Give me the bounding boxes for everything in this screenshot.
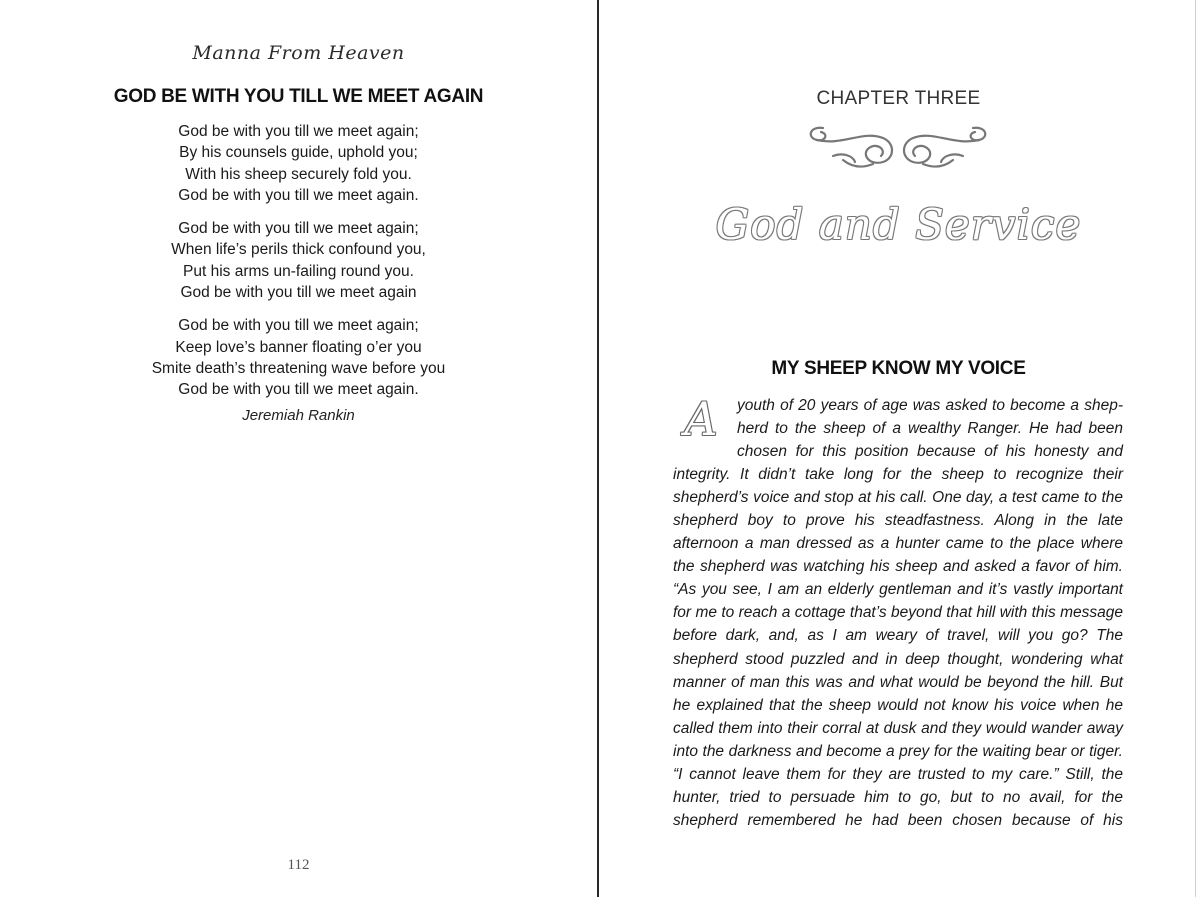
page-edge — [1195, 0, 1196, 897]
poem-line: Smite death’s threatening wave before you — [151, 359, 446, 377]
stanza — [0, 218, 597, 303]
poem-line: God be with you till we meet again. — [178, 186, 419, 204]
story-text: youth of 20 years of age was asked to become a shep-herd to the sheep of a wealthy Ranger. He had been chosen for this position because of his honesty and integrity. It didn’t take long for the sheep to recognize their shepherd’s voice and stop at his call. One day, a test came to the shepherd boy to prove his steadfastness. Along in the late afternoon a man dressed as a hunter came to the place where the shepherd was watching his sheep and asked a favor of him. “As you see, I am an elderly gentleman and it’s vastly important for me to reach a cottage that’s beyond that hill with this message before dark, and, as I am weary of travel, will you go? The shepherd stood puzzled and in deep thought, wondering what manner of man this was and what would be beyond the hill. But he explained that the sheep would not know his voice when he called them into their corral at dusk and they would wander away into the darkness and become a prey for the waiting bear or tiger. “I cannot leave them for they are trusted to my care.” Still, the hunter, tried to persuade him to go, but to no avail, for the shepherd remembered he had been chosen because of his — [673, 397, 1123, 829]
poem-line: By his counsels guide, uphold you; — [179, 144, 418, 162]
poem-line: God be with you till we meet again. — [178, 381, 419, 399]
poem-title: GOD BE WITH YOU TILL WE MEET AGAIN — [113, 86, 484, 107]
section-title: MY SHEEP KNOW MY VOICE — [771, 358, 1026, 379]
drop-cap: A — [684, 392, 718, 446]
running-head: Manna From Heaven — [192, 42, 405, 64]
stanza — [0, 121, 597, 206]
poem-line: God be with you till we meet again — [180, 284, 417, 302]
right-page — [599, 0, 1198, 897]
page-number: 112 — [287, 857, 310, 873]
poem-line: God be with you till we meet again; — [178, 220, 419, 238]
poem-line: Keep love’s banner floating o’er you — [175, 338, 422, 356]
left-page — [0, 0, 597, 897]
poem-line: When life’s perils thick confound you, — [171, 241, 426, 259]
stanza — [0, 315, 597, 400]
chapter-label: CHAPTER THREE — [816, 88, 981, 109]
story-body — [673, 394, 1123, 855]
poem-line: With his sheep securely fold you. — [185, 165, 412, 183]
chapter-title: God and Service — [715, 200, 1082, 249]
poem-line: God be with you till we meet again; — [178, 317, 419, 335]
flourish-ornament-icon — [803, 116, 993, 176]
poem-author: Jeremiah Rankin — [242, 406, 355, 424]
poem — [0, 121, 597, 424]
poem-line: Put his arms un-failing round you. — [183, 262, 414, 280]
poem-line: God be with you till we meet again; — [178, 123, 419, 140]
